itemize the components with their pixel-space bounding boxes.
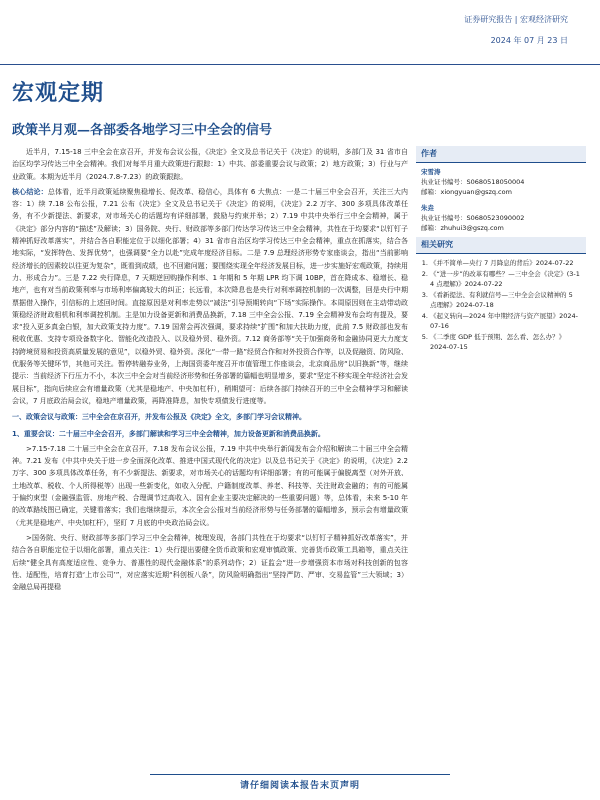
footer-divider [150,774,450,775]
cert-label: 执业证书编号： [421,214,467,222]
series-title: 宏观定期 [12,80,105,106]
related-item[interactable]: 5. 《二季度 GDP 低于预期、怎么看、怎么办？》2024-07-15 [430,332,581,352]
related-item[interactable]: 3. 《看新提法、有利就信号—三中全会会议精神的 5 点理解》2024-07-18 [430,290,581,310]
cert-number: S0680518050004 [466,178,525,186]
related-item[interactable]: 1. 《并不简单—央行 7 月降息的背后》2024-07-22 [430,258,581,268]
report-date: 2024 年 07 月 23 日 [490,36,568,45]
author-name: 宋雪涛 [421,168,441,176]
email-label: 邮箱： [421,224,441,232]
report-title: 政策半月观—各部委各地学习三中全会的信号 [12,123,273,138]
point-heading-1: 1、重要会议：二十届三中全会召开，多部门解读和学习三中全会精神，加力设备更新和消费品换新。 [12,429,325,438]
header-divider [0,64,600,65]
section-heading-1: 一、政策会议与政策：三中全会在京召开，并发布公报及《决定》全文，多部门学习会议精神。 [12,413,306,422]
paragraph-plenum: >7.15-7.18 二十届三中全会在京召开，7.18 发布会议公报，7.19 中共中央举行新闻发布会介绍和解读二十届三中全会精神。7.21 发布《中共中央关于进一步全面深化改革、推进中国式现代化的决定》以及总书记关于《决定》的说明，《决定》2.2 万字、300 多项具体改革任务，有不少新提法、新要求，对市场关心的话题均有详细部署；有的可能属于偏脱离型（对外开放、土地改革、税收、个人所得税等）出现一些新变化，如收入分配、户籍制度改革、养老、科技等、关注财政金融的；有的可能属于偏约束型（金融强监管、房地产税、合理调节过高收入、国有企业主要决定解决的一些重要问题）等，总体看，未来 5-10 年的改革路线图已确定，关键看落实；我们也继续提示，本次全会公报对当前经济形势与任务部署的篇幅增多，预示会有增量政策（尤其是稳地产、中央加杠杆），坚盯 7 月底的中央政治局会议。 [12,444,408,527]
author-box-title: 作者 [416,146,586,163]
core-conclusion [12,186,408,407]
cert-number: S0680523090002 [466,214,525,222]
related-item[interactable]: 2. 《“进一步”的改革有哪些？—三中全会《决定》(3-1 4 点理解)》2024-07-22 [430,269,581,289]
author-email[interactable]: zhuhui3@gszq.com [440,224,504,232]
author-card [416,163,586,237]
core-conclusion-label: 核心结论： [12,187,48,196]
core-conclusion-text: 总体看，近半月政策延续聚焦稳增长、促改革、稳信心，具体有 6 大焦点：一是二十届三中全会召开，关注三大内容：1）续 7.18 公布公报，7.21 公布《决定》全文及总书记关于《决定》的说明，《决定》2.2 万字、300 多项具体改革任务，有不少新提法、新要求，对市场关心的话题均有详细部署，鼓励与约束并举；2）7.19 中共中央举行三中全会精神，属于《决定》部分内容的“描述”及解读；3）国务院、央行、财政部等多部门传达学习传达三中全会精神，共性在于均要求“以钉钉子精神抓好改革落实”，并结合各自职能定位于以细化部署；4）31 省市自治区均学习传达三中全会精神，重点在抓落实，结合各地实际，“发挥特色、发挥优势”，也强调要“全力以赴”完成年度经济目标。二是 7.9 总理经济形势专家座谈会，指出“当前影响经济增长的因素较以往更为复杂”，既看到成绩，也不回避问题；要围绕实现全年经济发展目标，进一步实施好宏观政策，持续用力、形成合力”。三是 7.22 央行降息，7 天期逆回购操作利率、1 年期和 5 年期 LPR 均下调 10BP，首在降成本、稳增长、稳地产，也有对当前政策利率与市场利率偏离较大的纠正；长远看，本次降息也是央行对利率调控机制的一次调整，回是央行中期票据借入操作，引信标的上述回时间。直接原因是对利率走势以“减法”引导预期转向“下场”实际操作。本周原因则在主动带动政策稳经济财政相机和利率调控机制。主是加力设备更新和消费品换新，7.18 三中全会公报、7.19 全会精神发布会均有提及，要求“投入更多真金白银，加大政策支持力度”。7.19 国常会再次强调，要求持续“扩围”和加大扶助力度，此前 7.5 财政部也发布税收优惠、支持专项设备数字化、智能化改造投入、以及稳外贸、稳外资。7.12 商务部等“关于加强商务和金融协同更大力度支持跨境贸易和投资高质量发展的意见”，以稳外贸、稳外资。深化“一带一路”经贸合作和对外投资合作等，以及促融资、防风险、优服务等关键环节，其他可关注。暂停转融券业务，上海国资委年度召开市值管理工作座谈会，北京商品房“以旧换新”等，继续提示：当前经济下行压力不小，本次三中全会对当前经济形势和任务部署的篇幅也明显增多，要求“坚定不移实现全年经济社会发展目标”，指向后续应会有增量政策（尤其是稳地产、中央加杠杆），稍期望可：后续各部门持续召开的三中全会精神学习和解读会议，7 月底政治局会议，稳地产增量政策，再降准降息，加快专项债发行进度等。 [12,187,408,405]
report-type: 证券研究报告 | 宏观经济研究 [464,15,568,24]
email-label: 邮箱： [421,188,441,196]
cert-label: 执业证书编号： [421,178,467,186]
paragraph-ministries: >国务院、央行、财政部等多部门学习三中全会精神，梳理发现，各部门共性在于均要求“以钉钉子精神抓好改革落实”，并结合各自职能定位于以细化部署，重点关注：1）央行提出要健全货币政策和宏观审慎政策、完善货币政策工具箱等，重点关注后续“健全具有高度适应性、竞争力、普惠性的现代金融体系”的系列动作；2）证监会“进一步增强资本市场对科技创新的包容性、适配性，培育打造‘上市公司’”，对应落实近期“科创板八条”，防风险明确指出“坚持严防、严审、交易监管”三大领域；3）金融总局再提稳 [12,533,408,592]
related-box-title: 相关研究 [416,237,586,254]
sidebar [416,146,586,357]
author-email[interactable]: xiongyuan@gszq.com [440,188,512,196]
footer-disclaimer: 请仔细阅读本报告末页声明 [239,781,360,791]
author-name: 朱垚 [421,204,434,212]
related-list [416,254,586,357]
report-header [464,14,568,46]
related-item[interactable]: 4. 《起义转向—2024 年中期经济与资产展望》2024-07-16 [430,311,581,331]
intro-paragraph: 近半月，7.15-18 三中全会在京召开，并发布会议公报，《决定》全文及总书记关于《决定》的说明，多部门及 31 省市自治区均学习传达三中全会精神。我们对每半月重大政策进行跟踪：1）中共、部委重要会议与政策；2）地方政策；3）行业与产业政策。本期为近半月（2024.7.8-7.23）的政策跟踪。 [12,148,408,181]
report-body [12,146,408,596]
